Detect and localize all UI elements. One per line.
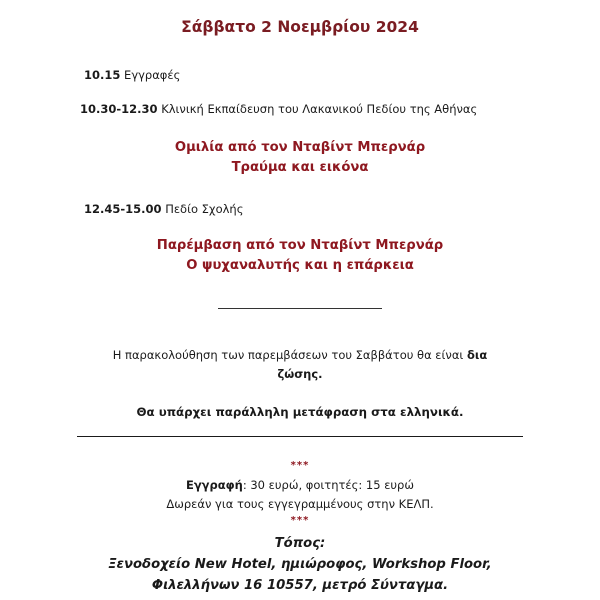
schedule-time: 10.15 <box>84 68 121 82</box>
talk-2 <box>0 236 600 276</box>
attendance-text: Η παρακολούθηση των παρεμβάσεων του Σαββάτου θα είναι <box>112 348 467 362</box>
page-title: Σάββατο 2 Νοεμβρίου 2024 <box>181 18 419 36</box>
schedule-text: Κλινική Εκπαίδευση του Λακανικού Πεδίου της Αθήνας <box>161 102 478 116</box>
registration-label: Εγγραφή <box>185 478 243 492</box>
schedule-time: 12.45-15.00 <box>84 202 162 216</box>
talk-1 <box>0 138 600 178</box>
schedule-item-registration <box>84 68 180 82</box>
attendance-bold-1: δια <box>466 348 488 362</box>
talk-2-speaker: Παρέμβαση από τον Νταβίντ Μπερνάρ <box>156 238 444 253</box>
talk-2-title: Ο ψυχαναλυτής και η επάρκεια <box>186 258 414 273</box>
attendance-note <box>0 346 600 384</box>
venue-label: Τόπος: <box>274 536 326 551</box>
schedule-text: Πεδίο Σχολής <box>165 202 244 216</box>
short-divider <box>218 308 382 309</box>
registration-info <box>0 476 600 514</box>
schedule-item-school <box>84 202 243 216</box>
talk-1-speaker: Ομιλία από τον Νταβίντ Μπερνάρ <box>174 140 426 155</box>
venue-info <box>0 533 600 596</box>
attendance-bold-2: ζώσης. <box>277 367 323 381</box>
talk-1-title: Τραύμα και εικόνα <box>231 160 369 175</box>
long-divider <box>77 436 523 437</box>
translation-note: Θα υπάρχει παράλληλη μετάφραση στα ελληνικά. <box>136 405 464 419</box>
registration-free-note: Δωρεάν για τους εγγεγραμμένους στην ΚΕΛΠ. <box>166 497 434 511</box>
schedule-time: 10.30-12.30 <box>80 102 158 116</box>
venue-line-1: Ξενοδοχείο New Hotel, ημιώροφος, Workshop Floor, <box>108 557 492 572</box>
separator-stars-2: *** <box>290 515 310 526</box>
registration-fees: : 30 ευρώ, φοιτητές: 15 ευρώ <box>242 478 414 492</box>
schedule-text: Εγγραφές <box>124 68 181 82</box>
venue-line-2: Φιλελλήνων 16 10557, μετρό Σύνταγμα. <box>151 578 449 593</box>
separator-stars: *** <box>290 460 310 471</box>
schedule-item-clinical <box>80 102 477 116</box>
